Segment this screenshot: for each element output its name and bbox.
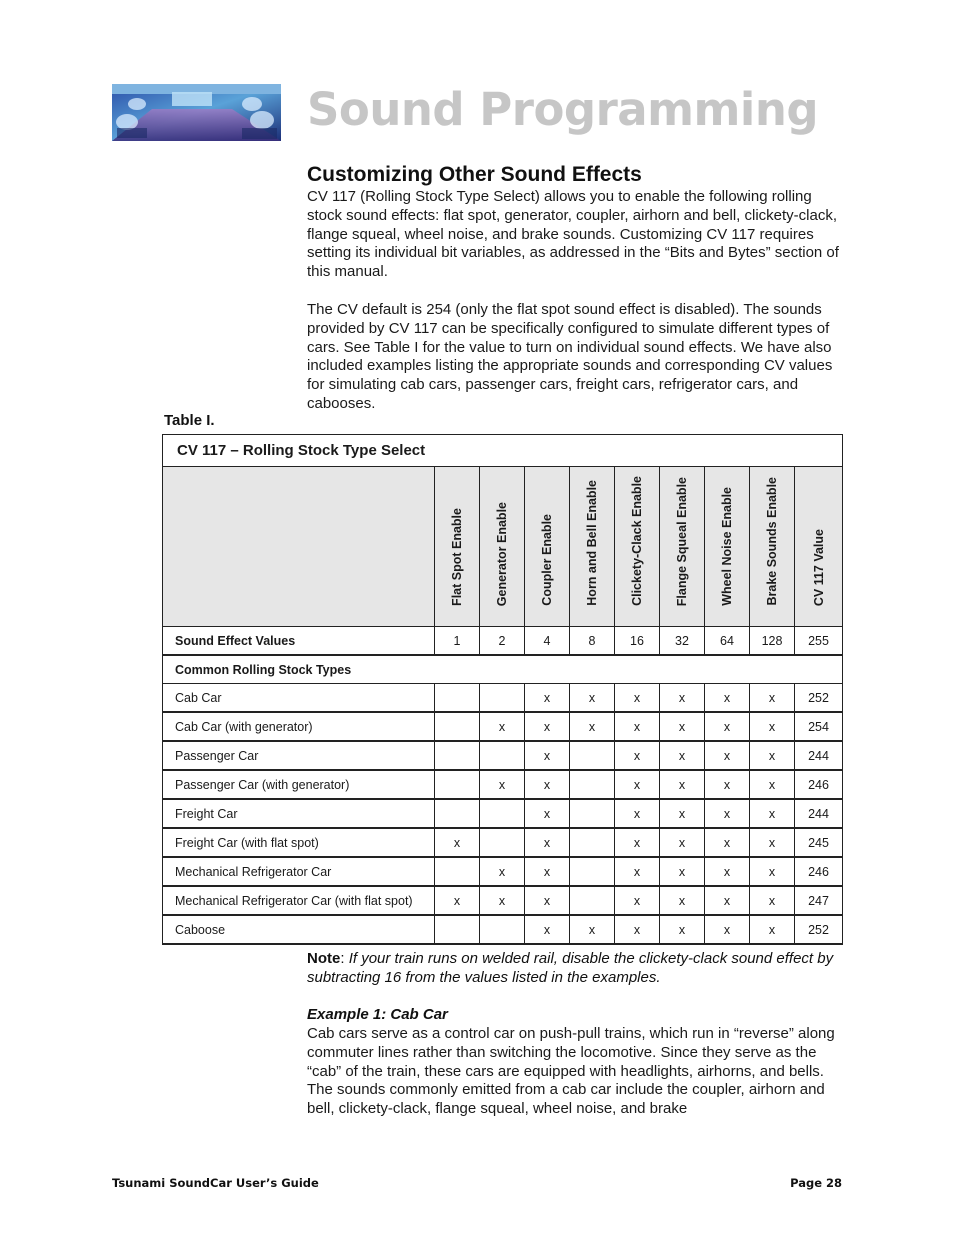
table-cell: x xyxy=(705,915,750,944)
table-cell: x xyxy=(705,684,750,713)
table-cell xyxy=(570,828,615,857)
table-cell: x xyxy=(480,857,525,886)
table-cell xyxy=(435,741,480,770)
table-cell: x xyxy=(750,770,795,799)
table-cell: x xyxy=(525,799,570,828)
table-cell: x xyxy=(615,741,660,770)
table-cell xyxy=(435,684,480,713)
table-cell: 244 xyxy=(795,741,843,770)
row-label: Caboose xyxy=(163,915,435,944)
column-header xyxy=(660,467,705,627)
value-cell: 8 xyxy=(570,627,615,656)
table-cell: x xyxy=(660,886,705,915)
table-cell xyxy=(570,741,615,770)
column-header xyxy=(615,467,660,627)
table-cell: x xyxy=(525,741,570,770)
row-label: Cab Car (with generator) xyxy=(163,712,435,741)
table-cell: x xyxy=(480,712,525,741)
value-cell: 1 xyxy=(435,627,480,656)
table-cell: 252 xyxy=(795,684,843,713)
row-label: Mechanical Refrigerator Car xyxy=(163,857,435,886)
column-header xyxy=(705,467,750,627)
values-label: Sound Effect Values xyxy=(163,627,435,656)
column-header-label: Wheel Noise Enable xyxy=(720,487,734,606)
table-cell: 254 xyxy=(795,712,843,741)
cv117-table xyxy=(162,434,843,945)
table-cell: x xyxy=(435,828,480,857)
blank-header-cell xyxy=(163,467,435,627)
column-header-label: Clickety-Clack Enable xyxy=(630,476,644,606)
table-title: CV 117 – Rolling Stock Type Select xyxy=(163,435,843,467)
table-cell: x xyxy=(660,712,705,741)
row-label: Freight Car xyxy=(163,799,435,828)
column-header-label: Flange Squeal Enable xyxy=(675,476,689,606)
page-title: Sound Programming xyxy=(307,83,819,136)
column-header-label: Horn and Bell Enable xyxy=(585,480,599,606)
table-cell: x xyxy=(660,684,705,713)
value-cell: 32 xyxy=(660,627,705,656)
table-cell xyxy=(480,799,525,828)
table-cell: x xyxy=(660,799,705,828)
table-cell: x xyxy=(750,799,795,828)
table-cell: x xyxy=(660,770,705,799)
table-cell: x xyxy=(750,684,795,713)
table-cell: x xyxy=(750,886,795,915)
table-cell: x xyxy=(435,886,480,915)
table-cell: x xyxy=(750,915,795,944)
table-cell xyxy=(570,857,615,886)
table-cell xyxy=(435,770,480,799)
table-row xyxy=(163,886,843,915)
value-cell: 255 xyxy=(795,627,843,656)
table-cell: x xyxy=(480,770,525,799)
column-header xyxy=(435,467,480,627)
table-cell: x xyxy=(705,886,750,915)
table-cell: 247 xyxy=(795,886,843,915)
table-row xyxy=(163,857,843,886)
table-cell xyxy=(480,741,525,770)
table-cell: x xyxy=(570,712,615,741)
table-cell: x xyxy=(525,712,570,741)
table-cell: x xyxy=(750,741,795,770)
table-cell: x xyxy=(660,857,705,886)
table-cell xyxy=(570,770,615,799)
footer-guide-title: Tsunami SoundCar User’s Guide xyxy=(112,1176,319,1190)
column-header xyxy=(795,467,843,627)
table-cell xyxy=(570,886,615,915)
column-header xyxy=(525,467,570,627)
table-cell: x xyxy=(615,886,660,915)
table-cell: x xyxy=(705,828,750,857)
table-cell: x xyxy=(480,886,525,915)
table-cell: x xyxy=(570,915,615,944)
table-caption: Table I. xyxy=(164,412,215,429)
table-cell: x xyxy=(525,886,570,915)
table-cell: x xyxy=(705,857,750,886)
table-cell xyxy=(570,799,615,828)
table-cell xyxy=(480,828,525,857)
table-cell: x xyxy=(615,684,660,713)
table-cell xyxy=(480,684,525,713)
column-header-label: Brake Sounds Enable xyxy=(765,477,779,606)
defaults-paragraph: The CV default is 254 (only the flat spot sound effect is disabled). The sounds provided by CV 117 can be specifically configured to simulate different types of cars. See Table I for the value to turn on individual sound effects. We have also included examples listing the appropriate sounds and corresponding CV values for simulating cab cars, passenger cars, freight cars, refrigerator cars, and cabooses. xyxy=(307,301,833,412)
table-cell: x xyxy=(750,857,795,886)
table-cell: x xyxy=(615,770,660,799)
column-header-label: CV 117 Value xyxy=(811,528,826,606)
table-cell: x xyxy=(660,741,705,770)
column-header-row xyxy=(163,467,843,627)
table-cell: x xyxy=(570,684,615,713)
section-heading: Customizing Other Sound Effects xyxy=(307,163,642,186)
header-photo xyxy=(112,84,281,141)
table-cell: x xyxy=(525,770,570,799)
table-cell: 252 xyxy=(795,915,843,944)
value-cell: 4 xyxy=(525,627,570,656)
column-header-label: Generator Enable xyxy=(495,501,509,606)
row-label: Passenger Car (with generator) xyxy=(163,770,435,799)
table-cell xyxy=(435,799,480,828)
value-cell: 64 xyxy=(705,627,750,656)
column-header xyxy=(480,467,525,627)
row-label: Freight Car (with flat spot) xyxy=(163,828,435,857)
table-cell: x xyxy=(660,828,705,857)
table-cell: x xyxy=(525,915,570,944)
table-row xyxy=(163,741,843,770)
group-label: Common Rolling Stock Types xyxy=(163,655,843,684)
values-row xyxy=(163,627,843,656)
table-cell: 246 xyxy=(795,857,843,886)
example-heading: Example 1: Cab Car xyxy=(307,1006,448,1023)
table-row xyxy=(163,799,843,828)
table-cell: 244 xyxy=(795,799,843,828)
row-label: Passenger Car xyxy=(163,741,435,770)
footer-page-number: Page 28 xyxy=(790,1176,842,1190)
table-row xyxy=(163,915,843,944)
row-label: Cab Car xyxy=(163,684,435,713)
table-cell xyxy=(435,915,480,944)
table-cell: x xyxy=(660,915,705,944)
intro-paragraph: CV 117 (Rolling Stock Type Select) allows you to enable the following rolling stock sound effects: flat spot, generator, coupler, airhorn and bell, clickety-clack, flange squeal, wheel noise, and brake sounds. Customizing CV 117 requires setting its individual bit variables, as addressed in the “Bits and Bytes” section of this manual. xyxy=(307,188,839,281)
table-cell: 245 xyxy=(795,828,843,857)
note-text: If your train runs on welded rail, disable the clickety-clack sound effect by subtracting 16 from the values listed in the examples. xyxy=(307,950,834,986)
table-row xyxy=(163,712,843,741)
note-label: Note xyxy=(307,950,341,967)
row-label: Mechanical Refrigerator Car (with flat spot) xyxy=(163,886,435,915)
value-cell: 16 xyxy=(615,627,660,656)
table-cell: x xyxy=(615,799,660,828)
table-row xyxy=(163,828,843,857)
column-header-label: Flat Spot Enable xyxy=(450,508,464,606)
table-cell: x xyxy=(705,712,750,741)
value-cell: 128 xyxy=(750,627,795,656)
table-row xyxy=(163,770,843,799)
table-cell: x xyxy=(705,799,750,828)
example-text: Cab cars serve as a control car on push-pull trains, which run in “reverse” along commuter lines rather than switching the locomotive. Since they serve as the “cab” of the train, these cars are equipped with headlights, airhorns, and bells. The sounds commonly emitted from a cab car include the coupler, airhorn and bell, clickety-clack, flange squeal, wheel noise, and brake xyxy=(307,1025,835,1118)
table-cell: x xyxy=(615,828,660,857)
value-cell: 2 xyxy=(480,627,525,656)
table-cell: 246 xyxy=(795,770,843,799)
table-cell: x xyxy=(525,828,570,857)
table-cell xyxy=(435,712,480,741)
column-header xyxy=(570,467,615,627)
table-cell: x xyxy=(750,828,795,857)
table-cell: x xyxy=(615,857,660,886)
table-cell: x xyxy=(615,712,660,741)
table-cell: x xyxy=(615,915,660,944)
table-cell: x xyxy=(750,712,795,741)
table-cell: x xyxy=(525,857,570,886)
table-cell: x xyxy=(705,770,750,799)
note: Note: If your train runs on welded rail, disable the clickety-clack sound effect by subtracting 16 from the values listed in the examples. xyxy=(307,950,834,986)
table-cell xyxy=(480,915,525,944)
table-cell: x xyxy=(705,741,750,770)
table-row xyxy=(163,684,843,713)
table-cell xyxy=(435,857,480,886)
column-header xyxy=(750,467,795,627)
column-header-label: Coupler Enable xyxy=(540,514,554,606)
table-cell: x xyxy=(525,684,570,713)
